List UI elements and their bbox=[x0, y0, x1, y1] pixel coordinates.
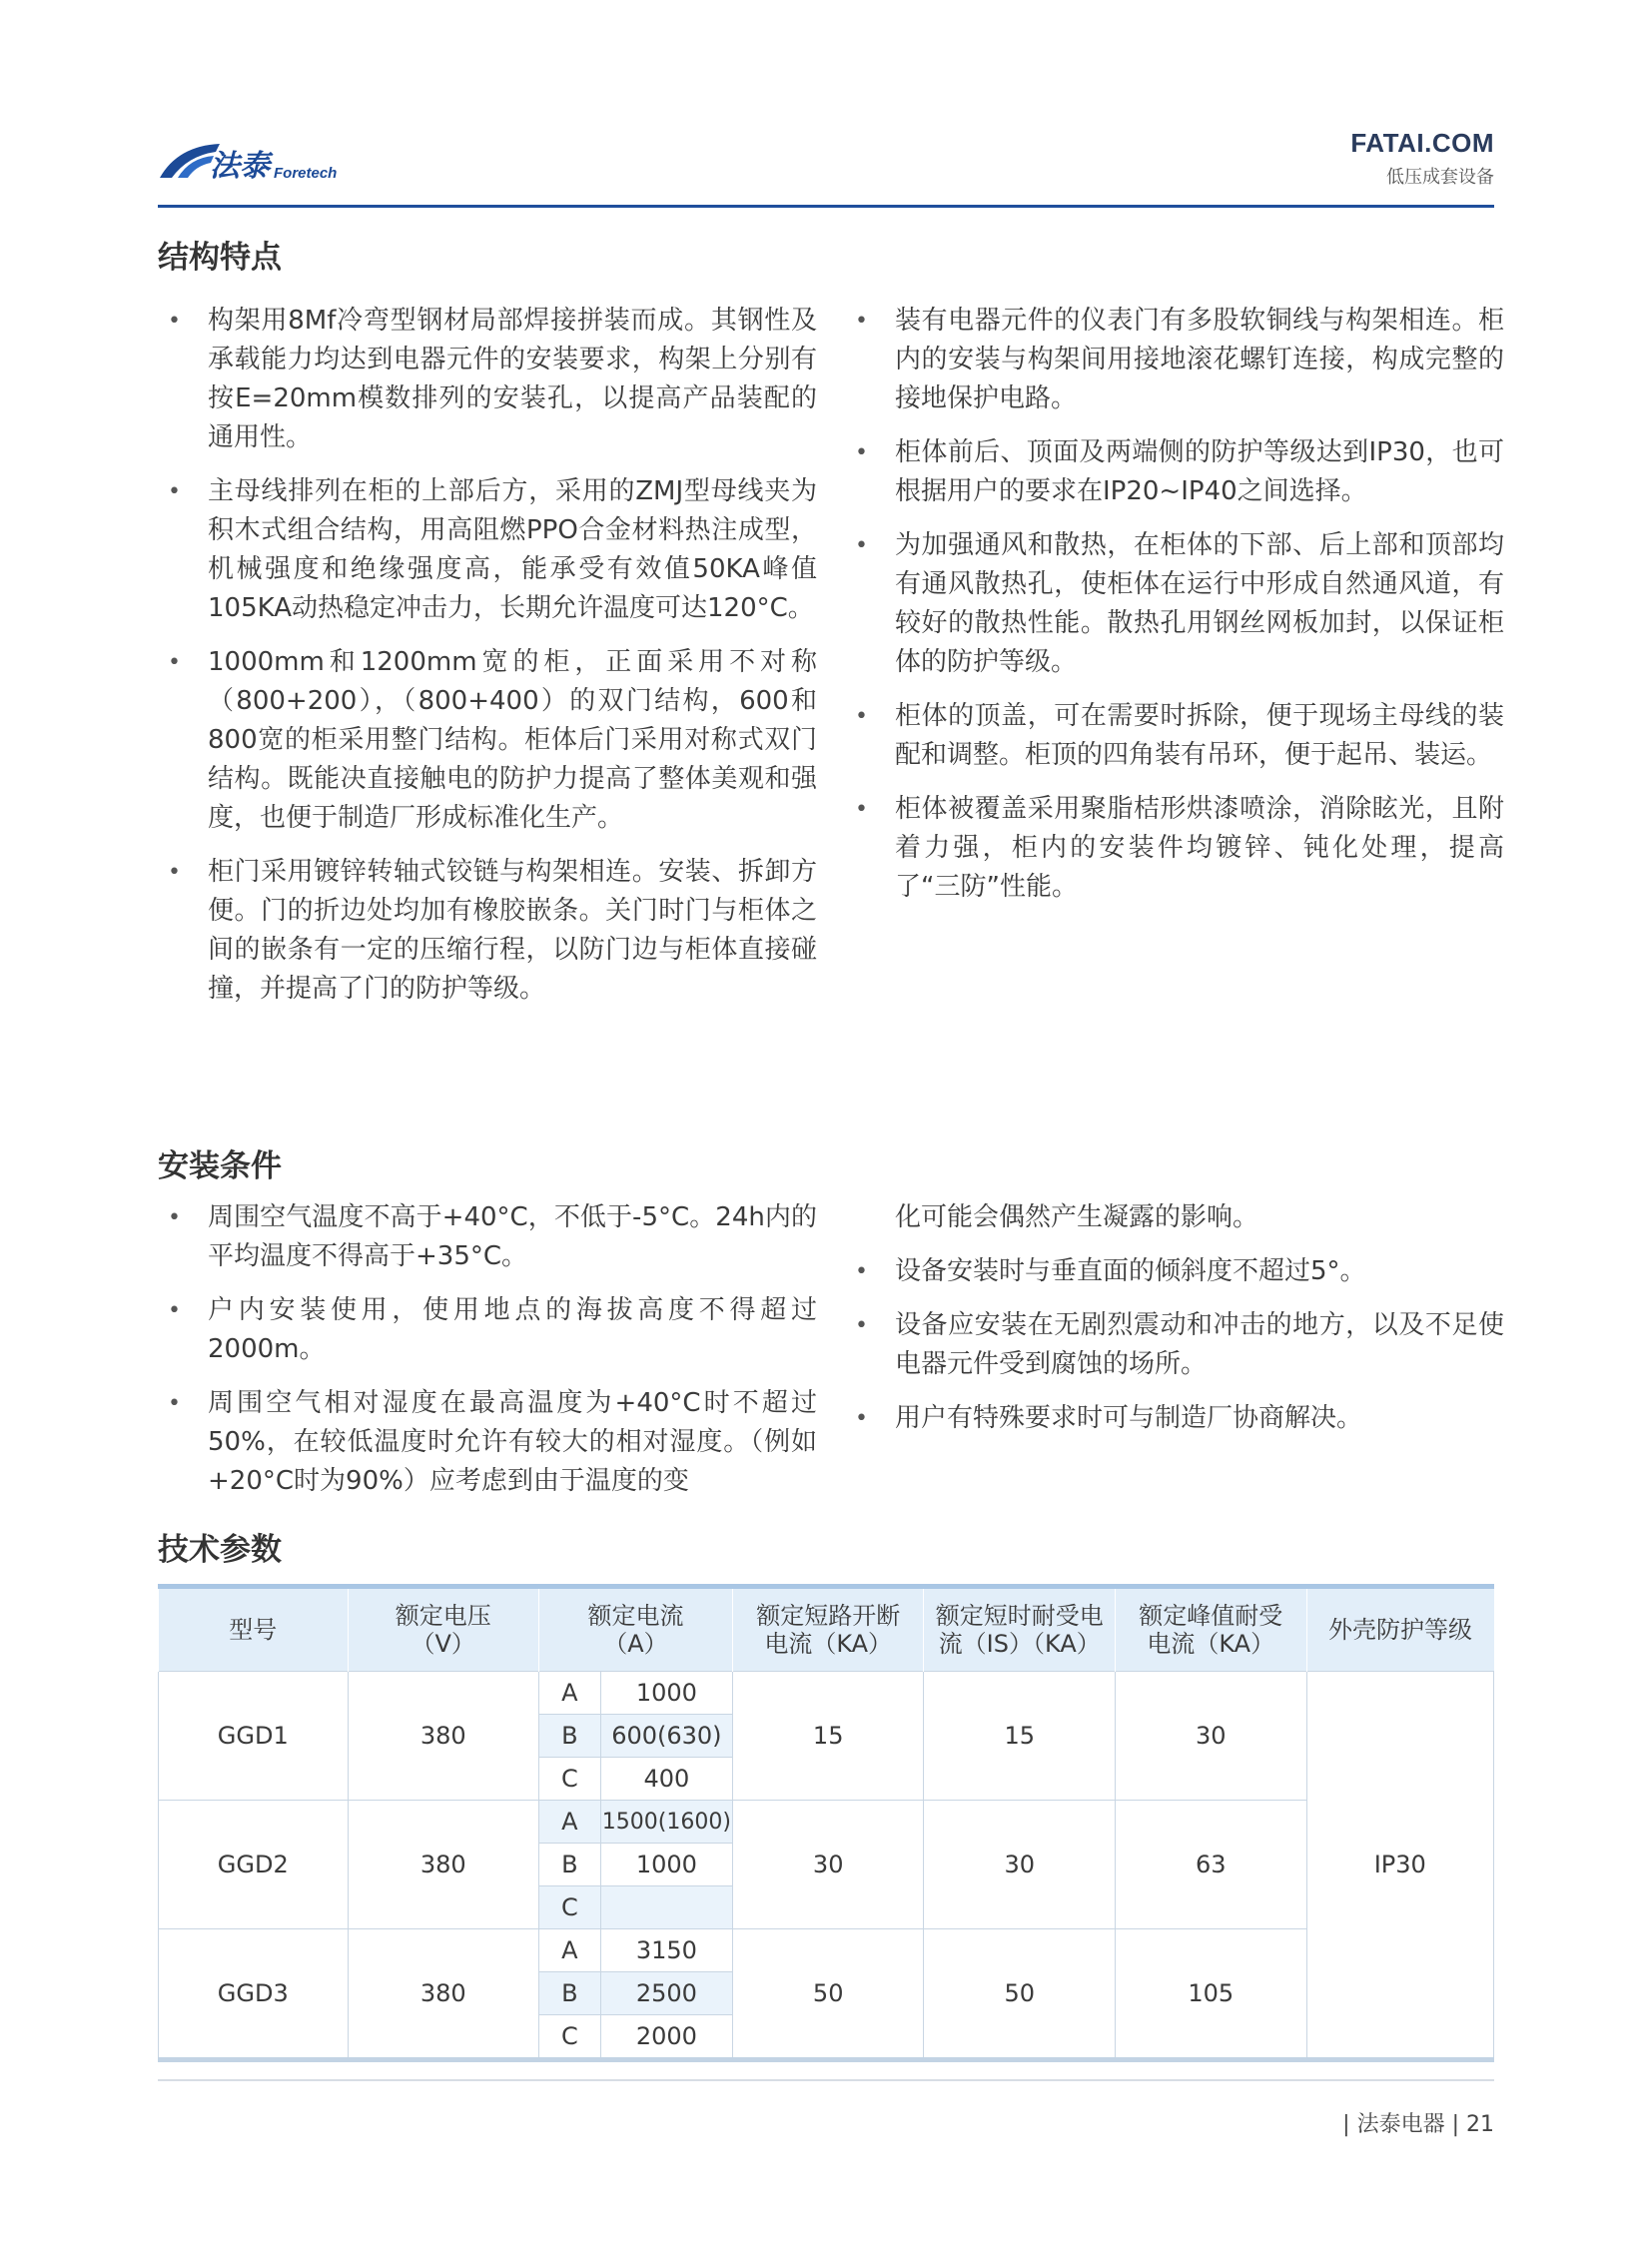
list-item: • 周围空气相对湿度在最高温度为+40°C时不超过50%，在较低温度时允许有较大的相对湿度。（例如+20°C时为90%）应考虑到由于温度的变 bbox=[168, 1388, 817, 1496]
list-item: • 户内安装使用，使用地点的海拔高度不得超过2000m。 bbox=[168, 1295, 817, 1364]
list-item: • 设备应安装在无剧烈震动和冲击的地方，以及不足使电器元件受到腐蚀的场所。 bbox=[855, 1310, 1504, 1379]
header-voltage: 额定电压 （V） bbox=[348, 1587, 538, 1672]
short-time-cell: 15 bbox=[924, 1672, 1116, 1801]
current-cell: 400 bbox=[600, 1758, 732, 1801]
model-cell: GGD3 bbox=[159, 1929, 349, 2060]
grade-cell: C bbox=[538, 1758, 600, 1801]
model-cell: GGD1 bbox=[159, 1672, 349, 1801]
header-peak: 额定峰值耐受 电流（KA） bbox=[1115, 1587, 1306, 1672]
grade-cell: B bbox=[538, 1972, 600, 2015]
brand-cn: 法泰 bbox=[210, 149, 270, 184]
current-cell: 1000 bbox=[600, 1844, 732, 1886]
brand-en: Foretech bbox=[274, 165, 338, 182]
structure-right-column bbox=[845, 302, 1504, 922]
voltage-cell: 380 bbox=[348, 1801, 538, 1929]
ip-cell: IP30 bbox=[1306, 1672, 1494, 2060]
install-title: 安装条件 bbox=[158, 1148, 282, 1184]
grade-cell: A bbox=[538, 1672, 600, 1715]
list-item: • 柜体的顶盖，可在需要时拆除，便于现场主母线的装配和调整。柜顶的四角装有吊环，便于起吊、装运。 bbox=[855, 701, 1504, 770]
tech-title: 技术参数 bbox=[158, 1532, 282, 1568]
page-header bbox=[158, 128, 1494, 208]
list-item: • 设备安装时与垂直面的倾斜度不超过5°。 bbox=[855, 1256, 1366, 1286]
site-category: 低压成套设备 bbox=[1386, 167, 1494, 188]
structure-left-column bbox=[158, 302, 817, 1024]
break-cell: 15 bbox=[732, 1672, 924, 1801]
table-header-row bbox=[159, 1587, 1494, 1672]
site-url: FATAI.COM bbox=[1350, 128, 1494, 158]
header-current: 额定电流 （A） bbox=[538, 1587, 732, 1672]
header-rule bbox=[158, 205, 1494, 208]
grade-cell: C bbox=[538, 2015, 600, 2060]
list-item: • 构架用8Mf冷弯型钢材局部焊接拼装而成。其钢性及承载能力均达到电器元件的安装要求，构架上分别有按E=20mm模数排列的安装孔，以提高产品装配的通用性。 bbox=[168, 306, 817, 452]
peak-cell: 30 bbox=[1115, 1672, 1306, 1801]
table-row bbox=[159, 1672, 1494, 1715]
list-item-continuation: 化可能会偶然产生凝露的影响。 bbox=[895, 1202, 1259, 1232]
spec-table bbox=[158, 1584, 1494, 2062]
grade-cell: C bbox=[538, 1886, 600, 1929]
table-row bbox=[159, 1801, 1494, 1844]
voltage-cell: 380 bbox=[348, 1672, 538, 1801]
grade-cell: A bbox=[538, 1929, 600, 1972]
structure-title: 结构特点 bbox=[158, 240, 282, 276]
peak-cell: 105 bbox=[1115, 1929, 1306, 2060]
footer-sep: | bbox=[1342, 2112, 1350, 2137]
grade-cell: B bbox=[538, 1844, 600, 1886]
footer-company: 法泰电器 bbox=[1356, 2112, 1445, 2137]
break-cell: 50 bbox=[732, 1929, 924, 2060]
current-cell bbox=[600, 1886, 732, 1929]
footer-rule bbox=[158, 2079, 1494, 2081]
grade-cell: B bbox=[538, 1715, 600, 1758]
table-row bbox=[159, 1929, 1494, 1972]
header-model: 型号 bbox=[159, 1587, 349, 1672]
current-cell: 1000 bbox=[600, 1672, 732, 1715]
current-cell: 2000 bbox=[600, 2015, 732, 2060]
install-right-column bbox=[845, 1198, 1504, 1453]
header-short-time: 额定短时耐受电 流（IS）（KA） bbox=[924, 1587, 1116, 1672]
current-cell: 3150 bbox=[600, 1929, 732, 1972]
model-cell: GGD2 bbox=[159, 1801, 349, 1929]
list-item: • 周围空气温度不高于+40°C，不低于-5°C。24h内的平均温度不得高于+35°C。 bbox=[168, 1202, 817, 1271]
footer-sep: | bbox=[1451, 2112, 1459, 2137]
header-ip: 外壳防护等级 bbox=[1306, 1587, 1494, 1672]
current-cell: 600(630) bbox=[600, 1715, 732, 1758]
page-footer bbox=[1342, 2107, 1494, 2138]
header-break: 额定短路开断 电流（KA） bbox=[732, 1587, 924, 1672]
current-cell: 1500(1600) bbox=[600, 1801, 732, 1844]
grade-cell: A bbox=[538, 1801, 600, 1844]
break-cell: 30 bbox=[732, 1801, 924, 1929]
current-cell: 2500 bbox=[600, 1972, 732, 2015]
list-item: • 为加强通风和散热，在柜体的下部、后上部和顶部均有通风散热孔，使柜体在运行中形成自然通风道，有较好的散热性能。散热孔用钢丝网板加封，以保证柜体的防护等级。 bbox=[855, 530, 1504, 677]
list-item: • 装有电器元件的仪表门有多股软铜线与构架相连。柜内的安装与构架间用接地滚花螺钉连接，构成完整的接地保护电路。 bbox=[855, 306, 1504, 413]
list-item: • 柜体前后、顶面及两端侧的防护等级达到IP30，也可根据用户的要求在IP20~IP40之间选择。 bbox=[855, 437, 1504, 506]
list-item: • 1000mm和1200mm宽的柜，正面采用不对称（800+200），（800+400）的双门结构，600和800宽的柜采用整门结构。柜体后门采用对称式双门结构。既能决直接触电的防护力提高了整体美观和强度，也便于制造厂形成标准化生产。 bbox=[168, 647, 817, 833]
peak-cell: 63 bbox=[1115, 1801, 1306, 1929]
list-item: • 主母线排列在柜的上部后方，采用的ZMJ型母线夹为积木式组合结构，用高阻燃PPO合金材料热注成型，机械强度和绝缘强度高，能承受有效值50KA峰值105KA动热稳定冲击力，长期允许温度可达120°C。 bbox=[168, 476, 817, 623]
list-item: • 柜体被覆盖采用聚脂桔形烘漆喷涂，消除眩光，且附着力强，柜内的安装件均镀锌、钝化处理，提高了“三防”性能。 bbox=[855, 794, 1504, 902]
voltage-cell: 380 bbox=[348, 1929, 538, 2060]
foretech-logo bbox=[158, 138, 358, 188]
page-number: 21 bbox=[1466, 2112, 1494, 2137]
short-time-cell: 30 bbox=[924, 1801, 1116, 1929]
list-item: • 柜门采用镀锌转轴式铰链与构架相连。安装、拆卸方便。门的折边处均加有橡胶嵌条。关门时门与柜体之间的嵌条有一定的压缩行程，以防门边与柜体直接碰撞，并提高了门的防护等级。 bbox=[168, 857, 817, 1004]
install-left-column bbox=[158, 1198, 817, 1516]
short-time-cell: 50 bbox=[924, 1929, 1116, 2060]
site-block bbox=[1350, 128, 1494, 189]
list-item: • 用户有特殊要求时可与制造厂协商解决。 bbox=[855, 1403, 1363, 1433]
